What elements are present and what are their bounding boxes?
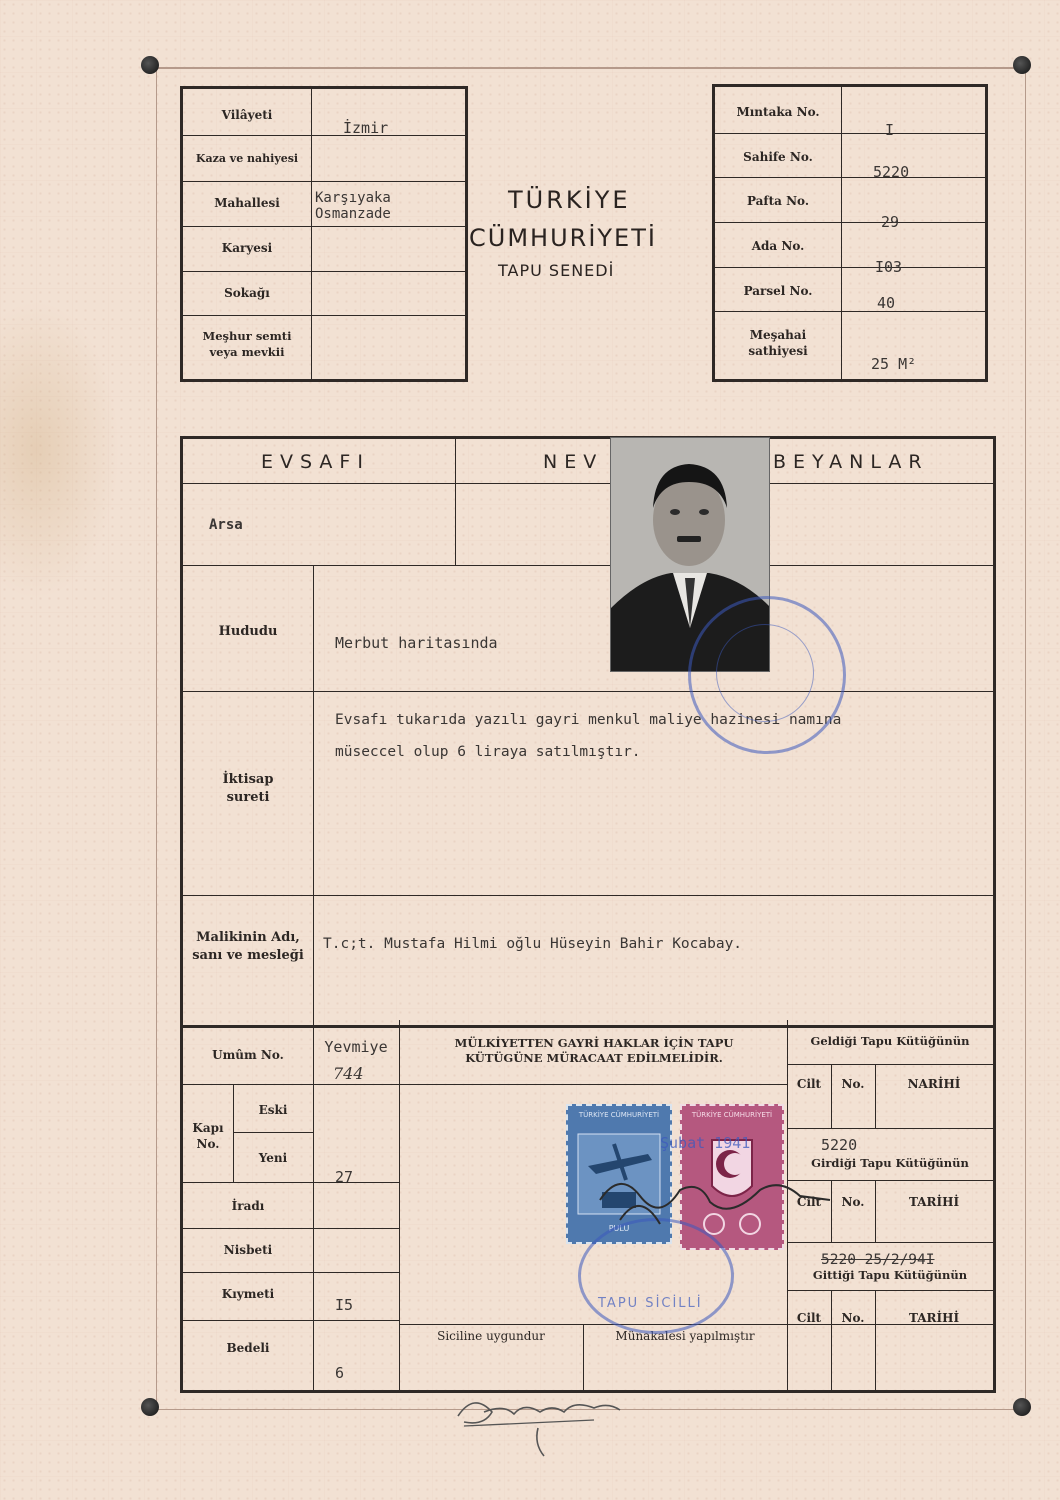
sokak-label: Sokağı [224,286,270,300]
parsel-label: Parsel No. [743,284,813,298]
nisbeti-label: Nisbeti [223,1243,273,1257]
umum-no-label: Umûm No. [212,1048,284,1062]
kaza-label: Kaza ve nahiyesi [195,152,299,165]
pafta-label: Pafta No. [746,194,810,208]
tarihi-label-3: TARİHİ [908,1311,960,1325]
notice-text: MÜLKİYETTEN GAYRİ HAKLAR İÇİN TAPU KÜTÜGÜNE MÜRACAAT EDİLMELİDİR. [454,1036,734,1065]
eski-label: Eski [258,1103,288,1117]
registrar-signature-icon [444,1382,644,1462]
munakale-label: Münakalesi yapılmıştır [615,1329,755,1343]
beyanlar-header: BEYANLAR [773,451,929,473]
registry-seal-inner-icon [716,624,814,722]
girdigi-label: Girdiği Tapu Kütüğünün [811,1156,969,1170]
age-stain [0,300,120,600]
bedeli-value: 6 [335,1364,345,1382]
kiymeti-label: Kıymeti [221,1287,275,1301]
ada-value: I03 [875,258,903,276]
seal-text: TAPU SİCİLLİ [598,1296,703,1311]
binder-hole-icon [141,1398,159,1416]
binder-hole-icon [1013,1398,1031,1416]
malik-value: T.c;t. Mustafa Hilmi oğlu Hüseyin Bahir Kocabay. [323,936,743,952]
malik-label: Malikinin Adı, sanı ve mesleği [192,930,304,963]
registry-box [712,84,988,382]
mintaka-label: Mıntaka No. [736,105,820,119]
no-label-1: No. [841,1077,865,1091]
blue-stamp-bottom-text: PULU [608,1224,630,1233]
no-label-3: No. [841,1311,865,1325]
mintaka-value: I [885,121,895,139]
binder-hole-icon [141,56,159,74]
iktisap-line-2: müseccel olup 6 liraya satılmıştır. [335,744,641,760]
cilt-label-2: Cilt [796,1195,822,1209]
yevmiye-value: 744 [333,1064,364,1083]
karye-label: Karyesi [221,241,273,255]
pafta-value: 29 [881,213,900,231]
cilt-label-3: Cilt [796,1311,822,1325]
geldigi-label: Geldiği Tapu Kütüğünün [810,1034,970,1048]
parsel-value: 40 [877,294,896,312]
yeni-label: Yeni [258,1151,288,1165]
binder-hole-icon [1013,56,1031,74]
mesahai-label: Meşahai sathiyesi [748,328,808,359]
cancellation-signature-icon [590,1160,840,1240]
vilayet-label: Vilâyeti [221,108,273,122]
bedeli-label: Bedeli [226,1341,270,1355]
iktisap-line-1: Evsafı tukarıda yazılı gayri menkul maliye hazinesi namına [335,712,842,728]
tarihi-label-1: NARİHİ [907,1077,961,1091]
mahalle-label: Mahallesi [214,196,280,210]
mahalle-value: Karşıyaka Osmanzade [315,190,391,222]
siciline-label: Siciline uygundur [437,1329,545,1343]
sahife-value: 5220 [873,163,910,181]
blue-stamp-top-text: TÜRKİYE CÜMHURİYETİ [578,1111,660,1119]
kiymeti-value: I5 [335,1296,354,1314]
mevki-label: Meşhur semti veya mevkii [202,329,292,359]
girdigi-value: 5220 25/2/94I [821,1252,935,1268]
mesahai-value: 25 M² [871,355,917,373]
evsafi-header: EVSAFI [261,451,370,473]
date-stamp: Şubat 1941 [660,1134,751,1152]
tarihi-label-2: TARİHİ [908,1195,960,1209]
ada-label: Ada No. [751,239,805,253]
sahife-label: Sahife No. [743,150,813,164]
vilayet-value: İzmir [343,119,389,137]
geldigi-no-value: 5220 [821,1136,858,1154]
yeni-value: 27 [335,1168,354,1186]
main-table [180,436,996,1028]
title-cumhuriyeti: CÜMHURİYETİ [469,224,657,252]
kapi-no-label: Kapı No. [192,1121,224,1152]
yevmiye-label: Yevmiye [324,1038,388,1056]
hududu-value: Merbut haritasında [335,634,498,652]
location-box [180,86,468,382]
iktisap-label: İktisap sureti [222,772,274,805]
document-subtitle: TAPU SENEDİ [498,261,615,280]
no-label-2: No. [841,1195,865,1209]
nevi-header: NEV [543,451,604,473]
gittigi-label: Gittiği Tapu Kütüğünün [812,1268,968,1282]
iradi-label: İradı [231,1199,265,1213]
evsafi-value: Arsa [209,517,243,533]
title-turkiye: TÜRKİYE [508,186,631,214]
cilt-label-1: Cilt [796,1077,822,1091]
red-stamp-top-text: TÜRKİYE CÜMHURİYETİ [691,1111,773,1119]
hududu-label: Hududu [218,624,278,639]
